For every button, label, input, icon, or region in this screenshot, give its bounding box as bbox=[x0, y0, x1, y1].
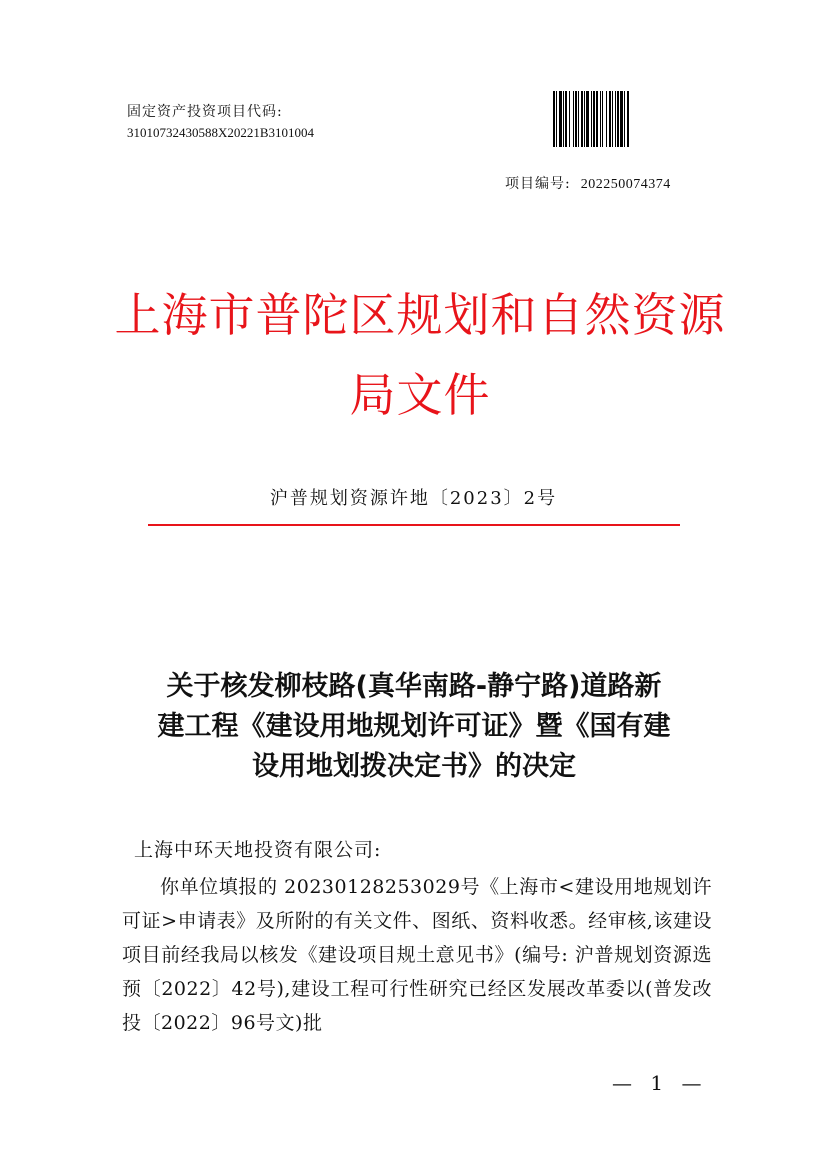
project-number-value: 202250074374 bbox=[580, 177, 671, 192]
project-number-label: 项目编号: bbox=[505, 176, 571, 192]
investment-code-value: 31010732430588X20221B3101004 bbox=[127, 125, 315, 140]
salutation: 上海中环天地投资有限公司: bbox=[134, 839, 382, 861]
title-line-1: 上海市普陀区规划和自然资源 bbox=[114, 288, 726, 342]
heading-line-2: 建工程《建设用地规划许可证》暨《国有建 bbox=[157, 711, 671, 742]
investment-code-label: 固定资产投资项目代码: bbox=[127, 104, 283, 120]
body-paragraph: 你单位填报的 20230128253029号《上海市<建设用地规划许可证>申请表》及所附的有关文件、图纸、资料收悉。经审核,该建设项目前经我局以核发《建设项目规土意见书》(编号: 沪普规划资源选预〔2022〕42号),建设工程可行性研究已经区发展改革委以(普发改投〔2022〕96号文)批 bbox=[122, 876, 712, 1034]
document-heading bbox=[118, 667, 710, 787]
title-line-2: 局文件 bbox=[349, 368, 491, 422]
issuing-authority-title bbox=[100, 275, 740, 435]
heading-line-1: 关于核发柳枝路(真华南路-静宁路)道路新 bbox=[166, 671, 662, 702]
red-divider bbox=[148, 524, 680, 526]
heading-line-3: 设用地划拨决定书》的决定 bbox=[252, 751, 576, 782]
document-number: 沪普规划资源许地〔2023〕2号 bbox=[269, 488, 558, 509]
page-number: — 1 — bbox=[612, 1071, 708, 1095]
barcode-bar bbox=[629, 91, 630, 147]
project-number bbox=[505, 173, 671, 193]
barcode bbox=[553, 91, 689, 147]
